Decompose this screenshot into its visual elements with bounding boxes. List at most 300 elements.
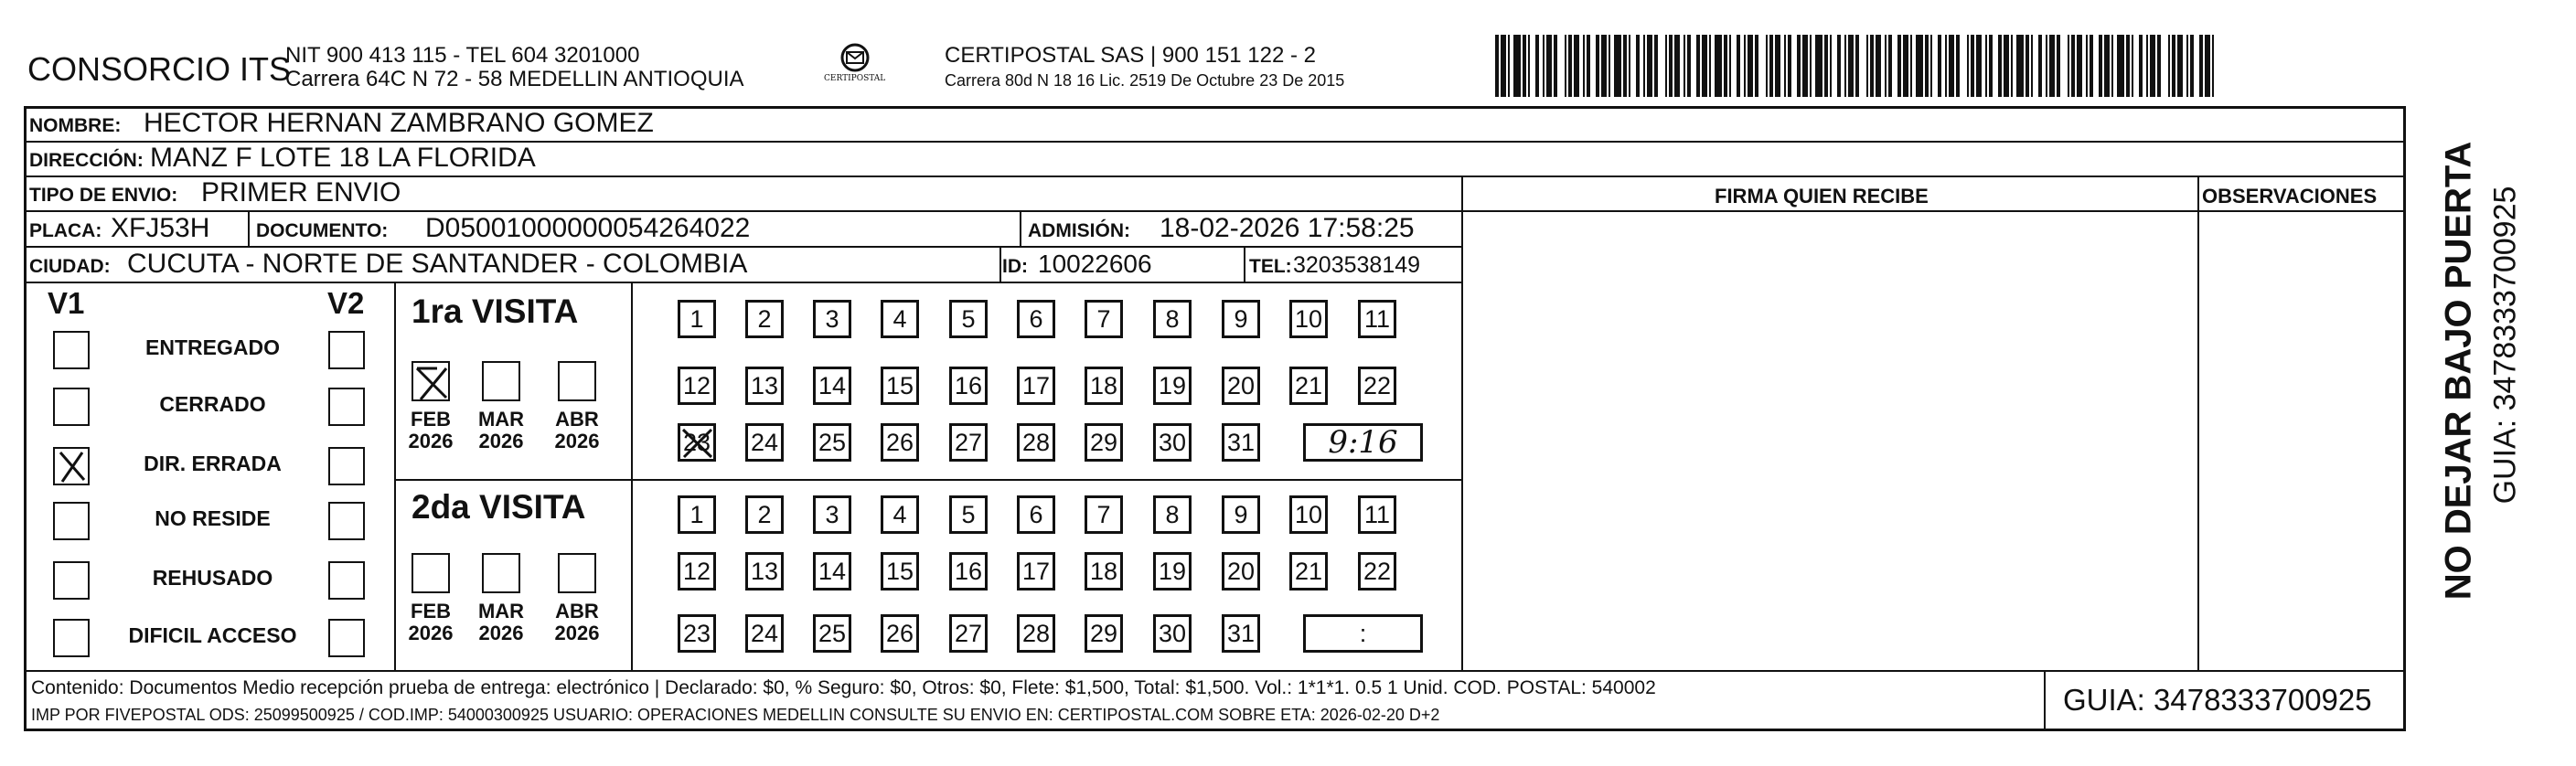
day-number: 7 bbox=[1096, 501, 1111, 528]
barcode-bar bbox=[2077, 35, 2082, 97]
day-number: 20 bbox=[1226, 372, 1256, 399]
day-number: 9 bbox=[1234, 305, 1248, 333]
day-number: 6 bbox=[1029, 501, 1043, 528]
day-number: 31 bbox=[1226, 429, 1256, 456]
day-number: 8 bbox=[1165, 501, 1180, 528]
day-number: 20 bbox=[1226, 558, 1256, 585]
first-day-box[interactable] bbox=[1358, 300, 1396, 338]
status-label: CERRADO bbox=[159, 392, 266, 416]
first-day-box[interactable] bbox=[1222, 300, 1260, 338]
v1-checkbox[interactable] bbox=[53, 561, 90, 600]
v1-label: V1 bbox=[48, 286, 85, 320]
second-day-box[interactable] bbox=[1222, 614, 1260, 653]
x-mark-icon bbox=[55, 449, 88, 484]
day-number: 31 bbox=[1226, 620, 1256, 647]
barcode-bar bbox=[1683, 35, 1685, 97]
visit-time: : bbox=[1359, 620, 1367, 647]
barcode-bar bbox=[2090, 35, 2093, 97]
barcode-bar bbox=[1501, 35, 1506, 97]
first-day-box[interactable] bbox=[678, 367, 716, 405]
barcode-bar bbox=[1554, 35, 1557, 97]
day-number: 8 bbox=[1165, 305, 1180, 333]
day-number: 15 bbox=[885, 372, 914, 399]
barcode-bar bbox=[2139, 35, 2143, 97]
first-day-box[interactable] bbox=[813, 367, 851, 405]
first-day-box[interactable] bbox=[1222, 367, 1260, 405]
day-number: 27 bbox=[954, 429, 983, 456]
address-line: Carrera 64C N 72 - 58 MEDELLIN ANTIOQUIA bbox=[285, 67, 744, 91]
barcode-bar bbox=[1528, 35, 1530, 97]
second-day-box[interactable] bbox=[881, 614, 919, 653]
barcode-bar bbox=[1495, 35, 1499, 97]
second-day-box[interactable] bbox=[745, 614, 784, 653]
barcode-bar bbox=[1956, 35, 1960, 97]
day-number: 24 bbox=[750, 620, 779, 647]
x-mark-icon bbox=[680, 426, 715, 461]
barcode-bar bbox=[1910, 35, 1912, 97]
second-day-box[interactable] bbox=[1222, 495, 1260, 534]
v1-checkbox[interactable] bbox=[53, 388, 90, 426]
barcode-bar bbox=[2026, 35, 2029, 97]
barcode-bar bbox=[1696, 35, 1700, 97]
barcode-bar bbox=[1784, 35, 1786, 97]
first-visit-label: 1ra VISITA bbox=[412, 293, 579, 330]
company-name: CONSORCIO ITS bbox=[27, 50, 292, 88]
barcode-bar bbox=[1876, 35, 1881, 97]
barcode-bar bbox=[1837, 35, 1841, 97]
barcode-bar bbox=[1724, 35, 1727, 97]
barcode-bar bbox=[1737, 35, 1740, 97]
barcode-bar bbox=[1623, 35, 1627, 97]
barcode-bar bbox=[1830, 35, 1832, 97]
second-month-checkbox-abr[interactable] bbox=[558, 553, 596, 593]
barcode-bar bbox=[2071, 35, 2075, 97]
day-number: 4 bbox=[893, 305, 907, 333]
barcode-bar bbox=[1802, 35, 1808, 97]
second-day-box[interactable] bbox=[1085, 614, 1123, 653]
documento-label: DOCUMENTO: bbox=[256, 220, 389, 241]
barcode-bar bbox=[2177, 35, 2183, 97]
day-number: 30 bbox=[1158, 429, 1187, 456]
no-dejar-warning: NO DEJAR BAJO PUERTA bbox=[2438, 141, 2479, 601]
v1-checkbox[interactable] bbox=[53, 447, 90, 485]
barcode-bar bbox=[1855, 35, 1859, 97]
first-month-checkbox-mar[interactable] bbox=[482, 361, 520, 401]
tel-value: 3203538149 bbox=[1293, 252, 1421, 278]
second-day-box[interactable] bbox=[1017, 552, 1055, 590]
second-day-box[interactable] bbox=[813, 614, 851, 653]
second-day-box[interactable] bbox=[813, 495, 851, 534]
direccion-value: MANZ F LOTE 18 LA FLORIDA bbox=[150, 143, 536, 173]
month-label: MAR bbox=[477, 408, 525, 431]
second-day-box[interactable] bbox=[678, 495, 716, 534]
barcode-bar bbox=[2186, 35, 2188, 97]
barcode-bar bbox=[2004, 35, 2009, 97]
first-day-box[interactable] bbox=[1153, 367, 1192, 405]
day-number: 9 bbox=[1234, 501, 1248, 528]
barcode-bar bbox=[2190, 35, 2194, 97]
day-number: 12 bbox=[682, 558, 711, 585]
day-number: 10 bbox=[1294, 305, 1323, 333]
second-day-box[interactable] bbox=[1358, 552, 1396, 590]
first-month-checkbox-abr[interactable] bbox=[558, 361, 596, 401]
day-number: 28 bbox=[1021, 620, 1051, 647]
barcode-bar bbox=[1574, 35, 1579, 97]
v2-checkbox[interactable] bbox=[328, 388, 365, 426]
barcode-bar bbox=[1985, 35, 1987, 97]
carrier-line: CERTIPOSTAL SAS | 900 151 122 - 2 bbox=[945, 43, 1316, 68]
first-day-box[interactable] bbox=[678, 300, 716, 338]
second-day-box[interactable] bbox=[813, 552, 851, 590]
v2-checkbox[interactable] bbox=[328, 561, 365, 600]
admision-label: ADMISIÓN: bbox=[1028, 220, 1130, 241]
first-day-box[interactable] bbox=[1153, 423, 1192, 462]
second-day-box[interactable] bbox=[881, 495, 919, 534]
barcode-bar bbox=[1976, 35, 1982, 97]
second-time-box[interactable] bbox=[1303, 614, 1423, 653]
barcode-bar bbox=[1629, 35, 1630, 97]
barcode-bar bbox=[1870, 35, 1874, 97]
barcode-bar bbox=[2168, 35, 2170, 97]
barcode-bar bbox=[2132, 35, 2133, 97]
day-number: 15 bbox=[885, 558, 914, 585]
second-day-box[interactable] bbox=[881, 552, 919, 590]
second-day-box[interactable] bbox=[1358, 495, 1396, 534]
barcode-bar bbox=[1744, 35, 1746, 97]
barcode-bar bbox=[1810, 35, 1812, 97]
day-number: 19 bbox=[1158, 372, 1187, 399]
barcode-bar bbox=[2199, 35, 2203, 97]
day-number: 18 bbox=[1089, 558, 1118, 585]
barcode-bar bbox=[1755, 35, 1758, 97]
day-number: 1 bbox=[689, 501, 704, 528]
second-day-box[interactable] bbox=[949, 614, 988, 653]
v2-checkbox[interactable] bbox=[328, 447, 365, 485]
barcode-bar bbox=[1543, 35, 1545, 97]
day-number: 29 bbox=[1089, 429, 1118, 456]
barcode-bar bbox=[1508, 35, 1510, 97]
tipo-envio-value: PRIMER ENVIO bbox=[201, 177, 401, 207]
barcode-bar bbox=[1888, 35, 1892, 97]
barcode-bar bbox=[1938, 35, 1941, 97]
day-number: 17 bbox=[1021, 558, 1051, 585]
barcode-bar bbox=[1654, 35, 1658, 97]
barcode-bar bbox=[1535, 35, 1539, 97]
barcode-bar bbox=[1609, 35, 1610, 97]
first-day-box[interactable] bbox=[813, 300, 851, 338]
first-time-box[interactable] bbox=[1303, 423, 1423, 462]
day-number: 30 bbox=[1158, 620, 1187, 647]
day-number: 21 bbox=[1294, 558, 1323, 585]
documento-value: D05001000000054264022 bbox=[425, 213, 751, 243]
v2-checkbox[interactable] bbox=[328, 331, 365, 369]
day-number: 25 bbox=[818, 429, 847, 456]
day-number: 11 bbox=[1363, 501, 1391, 528]
first-day-box[interactable] bbox=[745, 423, 784, 462]
v1-checkbox[interactable] bbox=[53, 331, 90, 369]
status-label: NO RESIDE bbox=[155, 506, 271, 530]
barcode-bar bbox=[1998, 35, 2002, 97]
barcode-bar bbox=[1945, 35, 1947, 97]
barcode-bar bbox=[1989, 35, 1993, 97]
first-day-box[interactable] bbox=[949, 367, 988, 405]
year-label: 2026 bbox=[554, 622, 600, 644]
day-number: 3 bbox=[825, 501, 839, 528]
second-visit-label: 2da VISITA bbox=[412, 488, 586, 526]
first-day-box[interactable] bbox=[678, 423, 716, 462]
month-year-label bbox=[474, 601, 529, 644]
status-label: ENTREGADO bbox=[145, 335, 280, 359]
second-day-box[interactable] bbox=[949, 495, 988, 534]
barcode-bar bbox=[1967, 35, 1969, 97]
barcode-bar bbox=[1647, 35, 1652, 97]
day-number: 25 bbox=[818, 620, 847, 647]
barcode-bar bbox=[2146, 35, 2148, 97]
second-day-box[interactable] bbox=[949, 552, 988, 590]
certipostal-logo bbox=[824, 41, 886, 96]
first-day-box[interactable] bbox=[1085, 423, 1123, 462]
first-day-box[interactable] bbox=[1222, 423, 1260, 462]
day-number: 16 bbox=[954, 558, 983, 585]
visit-time: 9:16 bbox=[1328, 424, 1398, 461]
first-day-box[interactable] bbox=[949, 423, 988, 462]
barcode-bar bbox=[2068, 35, 2069, 97]
barcode-bar bbox=[2046, 35, 2047, 97]
barcode-bar bbox=[1925, 35, 1929, 97]
barcode-bar bbox=[1815, 35, 1822, 97]
barcode-bar bbox=[2117, 35, 2124, 97]
second-day-box[interactable] bbox=[1017, 495, 1055, 534]
day-number: 16 bbox=[954, 372, 983, 399]
v1-checkbox[interactable] bbox=[53, 619, 90, 657]
side-guia: GUIA: 3478333700925 bbox=[2487, 186, 2523, 505]
admision-value: 18-02-2026 17:58:25 bbox=[1160, 213, 1415, 243]
v2-label: V2 bbox=[327, 286, 365, 320]
year-label: 2026 bbox=[408, 622, 454, 644]
ciudad-label: CIUDAD: bbox=[29, 256, 111, 277]
id-value: 10022606 bbox=[1038, 250, 1152, 278]
day-number: 14 bbox=[818, 372, 847, 399]
day-number: 23 bbox=[682, 620, 711, 647]
status-label: DIFICIL ACCESO bbox=[128, 623, 297, 647]
barcode-bar bbox=[1601, 35, 1607, 97]
v2-checkbox[interactable] bbox=[328, 502, 365, 540]
day-number: 19 bbox=[1158, 558, 1187, 585]
barcode-bar bbox=[2016, 35, 2024, 97]
placa-label: PLACA: bbox=[29, 220, 102, 241]
day-number: 2 bbox=[757, 501, 772, 528]
barcode-bar bbox=[1546, 35, 1552, 97]
day-number: 4 bbox=[893, 501, 907, 528]
year-label: 2026 bbox=[408, 430, 454, 452]
day-number: 5 bbox=[961, 501, 976, 528]
v2-checkbox[interactable] bbox=[328, 619, 365, 657]
nombre-label: NOMBRE: bbox=[29, 115, 122, 136]
barcode-bar bbox=[2172, 35, 2175, 97]
day-number: 10 bbox=[1294, 501, 1323, 528]
day-number: 22 bbox=[1363, 372, 1392, 399]
license-line: Carrera 80d N 18 16 Lic. 2519 De Octubre 23 De 2015 bbox=[945, 71, 1345, 90]
second-day-box[interactable] bbox=[678, 552, 716, 590]
second-day-box[interactable] bbox=[1289, 552, 1328, 590]
first-day-box[interactable] bbox=[1017, 423, 1055, 462]
second-day-box[interactable] bbox=[1222, 552, 1260, 590]
barcode-bar bbox=[1565, 35, 1566, 97]
barcode-bar bbox=[1897, 35, 1901, 97]
first-day-box[interactable] bbox=[745, 300, 784, 338]
barcode-bar bbox=[1824, 35, 1828, 97]
barcode-bar bbox=[2086, 35, 2088, 97]
second-day-box[interactable] bbox=[1289, 495, 1328, 534]
month-label: ABR bbox=[555, 408, 599, 431]
barcode-bar bbox=[2011, 35, 2013, 97]
barcode bbox=[1495, 35, 2222, 97]
first-day-box[interactable] bbox=[881, 300, 919, 338]
barcode-bar bbox=[1788, 35, 1791, 97]
first-day-box[interactable] bbox=[1017, 367, 1055, 405]
first-day-box[interactable] bbox=[881, 367, 919, 405]
day-number: 23 bbox=[682, 429, 711, 456]
month-label: ABR bbox=[555, 600, 599, 622]
barcode-bar bbox=[1614, 35, 1621, 97]
second-day-box[interactable] bbox=[678, 614, 716, 653]
first-day-box[interactable] bbox=[881, 423, 919, 462]
month-year-label bbox=[474, 409, 529, 452]
status-label: DIR. ERRADA bbox=[144, 452, 282, 475]
second-day-box[interactable] bbox=[745, 495, 784, 534]
barcode-bar bbox=[1643, 35, 1645, 97]
first-day-box[interactable] bbox=[1085, 367, 1123, 405]
first-day-box[interactable] bbox=[1153, 300, 1192, 338]
id-label: ID: bbox=[1002, 256, 1028, 277]
tel-label: TEL: bbox=[1249, 256, 1292, 277]
barcode-bar bbox=[1866, 35, 1868, 97]
first-day-box[interactable] bbox=[745, 367, 784, 405]
day-number: 7 bbox=[1096, 305, 1111, 333]
barcode-bar bbox=[1687, 35, 1691, 97]
barcode-bar bbox=[1715, 35, 1722, 97]
nombre-value: HECTOR HERNAN ZAMBRANO GOMEZ bbox=[144, 108, 654, 138]
barcode-bar bbox=[1797, 35, 1801, 97]
first-month-checkbox-feb[interactable] bbox=[412, 361, 450, 401]
day-number: 12 bbox=[682, 372, 711, 399]
first-day-box[interactable] bbox=[1289, 300, 1328, 338]
footer-contenido: Contenido: Documentos Medio recepción prueba de entrega: electrónico | Declarado: $0, % Seguro: $0, Otros: $0, Flete: $1,500, Total: $1,500. Vol.: 1*1*1. 0.5 1 Unid. COD. POSTAL: 540002 bbox=[31, 677, 1656, 698]
first-day-box[interactable] bbox=[949, 300, 988, 338]
first-day-box[interactable] bbox=[1358, 367, 1396, 405]
status-label: REHUSADO bbox=[152, 566, 273, 590]
barcode-bar bbox=[1669, 35, 1673, 97]
barcode-bar bbox=[1674, 35, 1680, 97]
barcode-bar bbox=[1709, 35, 1711, 97]
placa-value: XFJ53H bbox=[111, 213, 210, 243]
day-number: 24 bbox=[750, 429, 779, 456]
barcode-bar bbox=[1769, 35, 1773, 97]
day-number: 11 bbox=[1363, 305, 1391, 333]
month-year-label bbox=[403, 409, 458, 452]
direccion-label: DIRECCIÓN: bbox=[29, 150, 144, 171]
x-mark-icon bbox=[413, 363, 450, 401]
day-number: 5 bbox=[961, 305, 976, 333]
barcode-bar bbox=[1775, 35, 1780, 97]
barcode-bar bbox=[2104, 35, 2110, 97]
day-number: 1 bbox=[689, 305, 704, 333]
year-label: 2026 bbox=[478, 622, 524, 644]
second-day-box[interactable] bbox=[1017, 614, 1055, 653]
day-number: 3 bbox=[825, 305, 839, 333]
day-number: 6 bbox=[1029, 305, 1043, 333]
second-day-box[interactable] bbox=[1085, 552, 1123, 590]
barcode-bar bbox=[1844, 35, 1846, 97]
second-day-box[interactable] bbox=[1153, 614, 1192, 653]
first-day-box[interactable] bbox=[1017, 300, 1055, 338]
nit-line: NIT 900 413 115 - TEL 604 3201000 bbox=[285, 43, 640, 68]
v1-checkbox[interactable] bbox=[53, 502, 90, 540]
observaciones-header: OBSERVACIONES bbox=[2202, 185, 2378, 207]
barcode-bar bbox=[1748, 35, 1753, 97]
barcode-bar bbox=[2150, 35, 2155, 97]
second-month-checkbox-feb[interactable] bbox=[412, 553, 450, 593]
barcode-bar bbox=[2099, 35, 2102, 97]
second-day-box[interactable] bbox=[1153, 495, 1192, 534]
day-number: 18 bbox=[1089, 372, 1118, 399]
barcode-bar bbox=[1568, 35, 1572, 97]
day-number: 28 bbox=[1021, 429, 1051, 456]
second-day-box[interactable] bbox=[745, 552, 784, 590]
footer-impresion: IMP POR FIVEPOSTAL ODS: 25099500925 / COD.IMP: 54000300925 USUARIO: OPERACIONES MEDELLIN CONSULTE SU ENVIO EN: CERTIPOSTAL.COM SOBRE ETA: 2026-02-20 D+2 bbox=[31, 706, 1440, 724]
month-year-label bbox=[550, 409, 604, 452]
month-year-label bbox=[403, 601, 458, 644]
barcode-bar bbox=[1523, 35, 1526, 97]
day-number: 13 bbox=[750, 372, 779, 399]
day-number: 13 bbox=[750, 558, 779, 585]
barcode-bar bbox=[1729, 35, 1731, 97]
barcode-bar bbox=[2049, 35, 2055, 97]
barcode-bar bbox=[1702, 35, 1707, 97]
barcode-bar bbox=[2111, 35, 2113, 97]
barcode-bar bbox=[1583, 35, 1585, 97]
barcode-bar bbox=[1848, 35, 1854, 97]
ciudad-value: CUCUTA - NORTE DE SANTANDER - COLOMBIA bbox=[127, 249, 748, 279]
footer-guia: GUIA: 3478333700925 bbox=[2063, 683, 2372, 717]
first-day-box[interactable] bbox=[1085, 300, 1123, 338]
day-number: 17 bbox=[1021, 372, 1051, 399]
day-number: 2 bbox=[757, 305, 772, 333]
day-number: 29 bbox=[1089, 620, 1118, 647]
barcode-bar bbox=[1971, 35, 1974, 97]
first-day-box[interactable] bbox=[813, 423, 851, 462]
barcode-bar bbox=[1930, 35, 1932, 97]
second-month-checkbox-mar[interactable] bbox=[482, 553, 520, 593]
barcode-bar bbox=[2205, 35, 2210, 97]
tipo-envio-label: TIPO DE ENVIO: bbox=[29, 185, 178, 206]
day-number: 22 bbox=[1363, 558, 1392, 585]
month-label: FEB bbox=[411, 600, 451, 622]
year-label: 2026 bbox=[478, 430, 524, 452]
day-number: 21 bbox=[1294, 372, 1323, 399]
second-day-box[interactable] bbox=[1085, 495, 1123, 534]
barcode-bar bbox=[2038, 35, 2042, 97]
barcode-bar bbox=[2157, 35, 2161, 97]
second-day-box[interactable] bbox=[1153, 552, 1192, 590]
barcode-bar bbox=[1587, 35, 1590, 97]
barcode-bar bbox=[1916, 35, 1923, 97]
barcode-bar bbox=[1766, 35, 1768, 97]
first-day-box[interactable] bbox=[1289, 367, 1328, 405]
month-label: FEB bbox=[411, 408, 451, 431]
day-number: 26 bbox=[885, 620, 914, 647]
barcode-bar bbox=[2057, 35, 2060, 97]
